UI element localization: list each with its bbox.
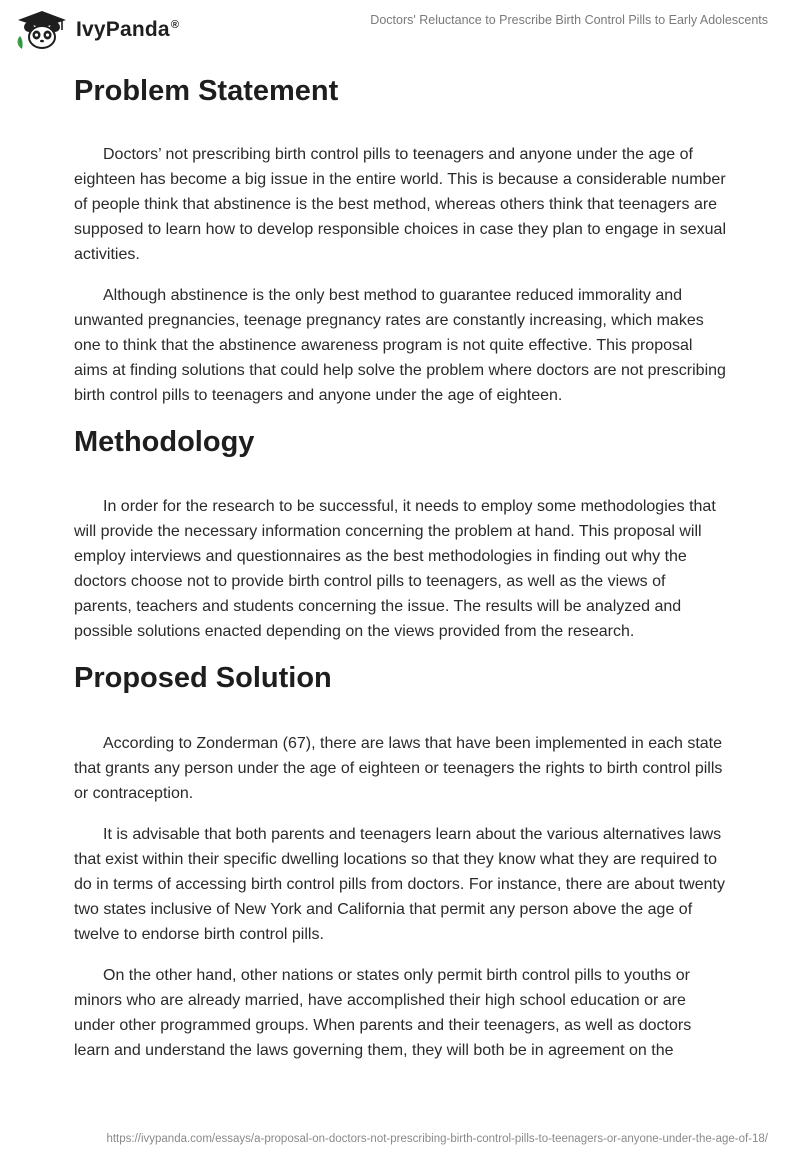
section-heading: Methodology	[74, 425, 255, 458]
section-heading: Problem Statement	[74, 75, 339, 107]
page-header	[0, 0, 800, 62]
paragraph: On the other hand, other nations or states only permit birth control pills to youths or minors who are already married, have accomplished their high school education or are under other programmed groups. When parents and their teenagers, as well as doctors learn and understand the laws governing them, they will both be in agreement on the	[74, 967, 692, 1060]
section-heading: Proposed Solution	[74, 662, 332, 695]
ivypanda-logo[interactable]	[14, 10, 179, 50]
essay-content	[74, 70, 726, 1063]
brand-name: IvyPanda®	[76, 18, 180, 41]
paragraph: Doctors’ not prescribing birth control pills to teenagers and anyone under the age of eighteen has become a big issue in the entire world. This is because a considerable number of people think that abstinence is the best method, whereas others think that teenagers are supposed to learn how to develop responsible choices in case they plan to engage in sexual activities.	[74, 145, 726, 263]
paragraph: According to Zonderman (67), there are laws that have been implemented in each state that grants any person under the age of eighteen or teenagers the rights to birth control pills or contraception.	[74, 735, 723, 803]
source-url[interactable]: https://ivypanda.com/essays/a-proposal-on-doctors-not-prescribing-birth-control-pills-to-teenagers-or-anyone-under-the-age-of-18/	[106, 1133, 768, 1145]
document-title: Doctors' Reluctance to Prescribe Birth Control Pills to Early Adolescents	[370, 13, 768, 27]
registered-mark: ®	[170, 19, 180, 31]
paragraph: In order for the research to be successful, it needs to employ some methodologies that will provide the necessary information concerning the problem at hand. This proposal will employ interviews and questionnaires as the best methodologies in finding out why the doctors choose not to provide birth control pills to teenagers, as well as the views of parents, teachers and students concerning the issue. The results will be analyzed and possible solutions enacted depending on the views provided from the research.	[74, 498, 716, 641]
paragraph: It is advisable that both parents and teenagers learn about the various alternatives laws that exist within their specific dwelling locations so that they know what they are required to do in terms of accessing birth control pills from doctors. For instance, there are about twenty two states inclusive of New York and California that permit any person above the age of twelve to endorse birth control pills.	[74, 826, 725, 944]
panda-graduate-icon	[14, 10, 70, 50]
paragraph: Although abstinence is the only best method to guarantee reduced immorality and unwanted pregnancies, teenage pregnancy rates are constantly increasing, which makes one to think that the abstinence awareness program is not quite effective. This proposal aims at finding solutions that could help solve the problem where doctors are not prescribing birth control pills to teenagers and anyone under the age of eighteen.	[74, 286, 726, 404]
